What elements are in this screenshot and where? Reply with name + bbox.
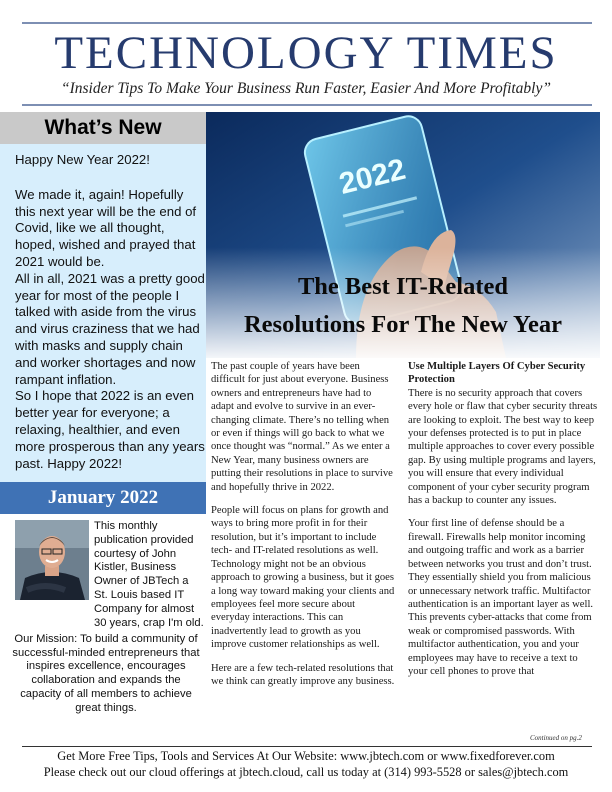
sidebar-paragraph: Happy New Year 2022!: [15, 152, 150, 167]
sidebar-paragraph: All in all, 2021 was a pretty good year for most of the people I talked with aside from the virus and virus craziness that we had with masks and supply chain and worker shortages and now rampant inflation.: [15, 270, 205, 387]
article-paragraph: People will focus on plans for growth and ways to bring more profit in for their resolution, but it’s important to include tech- and IT-related resolutions as well. Technology might not be an obvious approach to growing a business, but it goes a long way toward making your clients and employees feel more secure about everyday interactions. This can inadvertently lead to growth as you improve customer relationships as well.: [211, 505, 395, 651]
article-subheading: Use Multiple Layers Of Cyber Security Protection: [408, 361, 586, 386]
whats-new-heading: What’s New: [44, 116, 162, 139]
masthead-bottom-rule: [22, 104, 592, 106]
newsletter-tagline: “Insider Tips To Make Your Business Run Faster, Easier And More Profitably”: [60, 80, 551, 97]
sidebar-paragraph: So I hope that 2022 is an even better year for everyone; a relaxing, healthier, and even more prosperous than any years past. Happy 2022!: [15, 388, 205, 471]
mission-statement: Our Mission: To build a community of successful-minded entrepreneurs that inspires excellence, encourages collaboration and expands the capacity of all members to achieve great things.: [12, 633, 200, 714]
article-column-1: [211, 360, 396, 698]
sidebar-paragraph: We made it, again! Hopefully this next year will be the end of Covid, like we all thought, hoped, wished and prayed that 2021 would be.: [15, 186, 197, 269]
footer-rule: [22, 746, 592, 747]
headline-line-2: Resolutions For The New Year: [243, 311, 563, 338]
article-column-2: [408, 360, 598, 688]
author-photo: [15, 520, 89, 600]
article-paragraph: There is no security approach that covers every hole or flaw that cyber security threats are looking to exploit. The best way to keep your defenses protected is to put in place multiple approaches to cover every possible gap. By using multiple programs and layers, you will ensure that every individual component of your cyber security program has a backup to counter any issues.: [408, 387, 598, 507]
whats-new-text: [15, 152, 205, 472]
issue-date-label: January 2022: [47, 487, 159, 508]
footer-contact-line[interactable]: Please check out our cloud offerings at jbtech.cloud, call us today at (314) 993-5528 or sales@jbtech.com: [43, 765, 569, 779]
article-paragraph: Here are a few tech-related resolutions that we think can greatly improve any business.: [211, 662, 395, 687]
article-paragraph: Your first line of defense should be a firewall. Firewalls help monitor incoming and outgoing traffic and work as a barrier between networks you trust and don’t trust. They essentially shield you from malicious or unnecessary network traffic. Multifactor authentication is an important layer as well. This prevents cyber-attacks that come from weak or compromised passwords. With multifactor authentication, you and your employees may have to receive a text to your cell phones to prove that: [408, 518, 594, 677]
headline-line-1: The Best IT-Related: [297, 273, 509, 300]
footer-website-line[interactable]: Get More Free Tips, Tools and Services At Our Website: www.jbtech.com or www.fixedforever.com: [57, 749, 555, 763]
newsletter-title: TECHNOLOGY TIMES: [54, 27, 558, 79]
masthead-top-rule: [22, 22, 592, 24]
continued-note: Continued on pg.2: [530, 734, 582, 742]
article-paragraph: The past couple of years have been difficult for just about everyone. Business owners and entrepreneurs have had to adapt and evolve to survive in an ever-changing climate. There’s no telling when or even if things will go back to what we once thought was “normal.” As we enter a New Year, many business owners are putting their resolutions in place to survive and hopefully thrive in 2022.: [211, 361, 393, 493]
article-headline: [206, 268, 600, 344]
author-bio: This monthly publication provided courtesy of John Kistler, Business Owner of JBTech a St. Louis based IT Company for almost 30 years, crap I'm old.: [94, 520, 204, 629]
